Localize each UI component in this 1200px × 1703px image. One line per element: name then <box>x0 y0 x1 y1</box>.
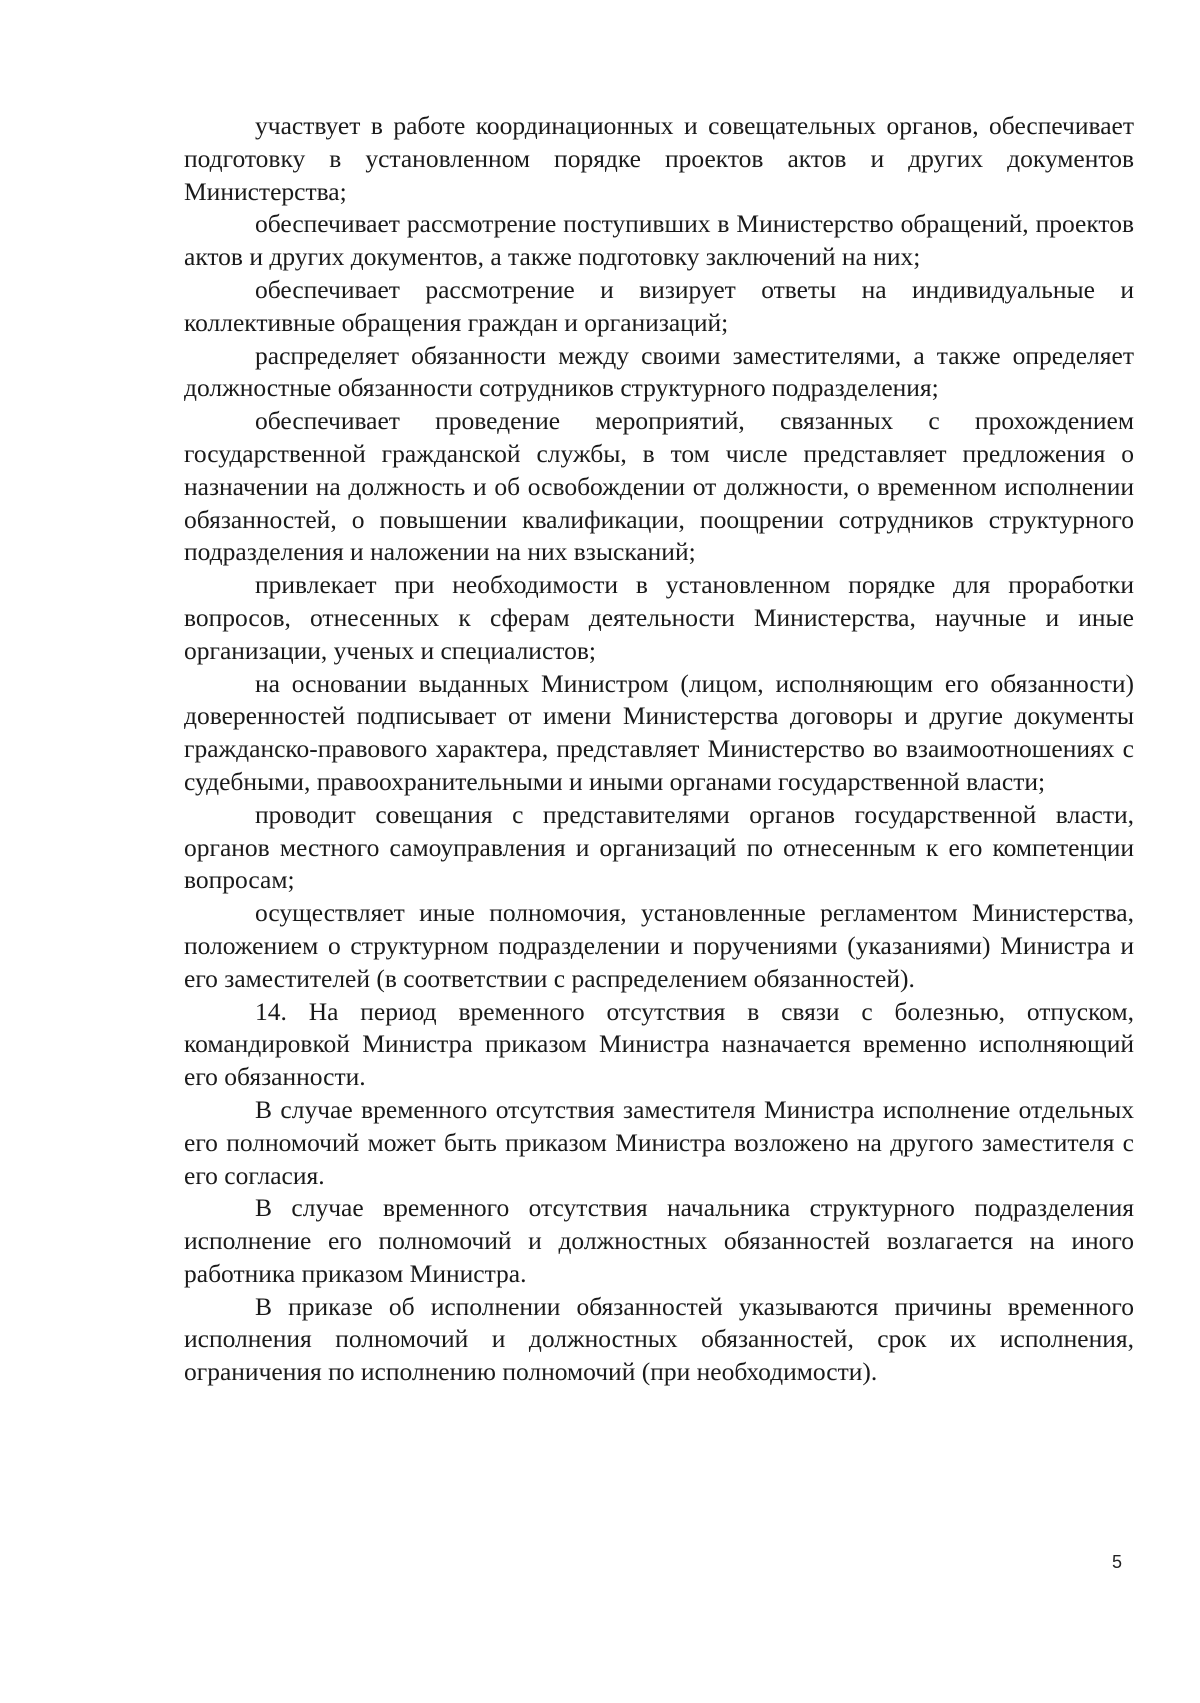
paragraph-8: проводит совещания с представителями органов государственной власти, органов местного самоуправления и организаций по отнесенным к его компетенции вопросам; <box>184 799 1134 895</box>
page-number: 5 <box>1112 1552 1123 1572</box>
paragraph-5: обеспечивает проведение мероприятий, связанных с прохождением государственной гражданской службы, в том числе представляет предложения о назначении на должность и об освобождении от должности, о временном исполнении обязанностей, о повышении квалификации, поощрении сотрудников структурного подразделения и наложении на них взысканий; <box>184 406 1134 567</box>
paragraph-12: В случае временного отсутствия начальника структурного подразделения исполнение его полномочий и должностных обязанностей возлагается на иного работника приказом Министра. <box>184 1193 1134 1288</box>
document-body <box>184 110 1134 1389</box>
paragraph-3: обеспечивает рассмотрение и визирует ответы на индивидуальные и коллективные обращения граждан и организаций; <box>184 274 1134 337</box>
paragraph-2: обеспечивает рассмотрение поступивших в Министерство обращений, проектов актов и других документов, а также подготовку заключений на них; <box>184 209 1134 272</box>
paragraph-7: на основании выданных Министром (лицом, исполняющим его обязанности) доверенностей подписывает от имени Министерства договоры и другие документы гражданско-правового характера, представляет Министерство во взаимоотношениях с судебными, правоохранительными и иными органами государственной власти; <box>184 668 1134 796</box>
paragraph-10: 14. На период временного отсутствия в связи с болезнью, отпуском, командировкой Министра приказом Министра назначается временно исполняющий его обязанности. <box>184 996 1134 1092</box>
paragraph-11: В случае временного отсутствия заместителя Министра исполнение отдельных его полномочий может быть приказом Министра возложено на другого заместителя с его согласия. <box>184 1094 1134 1190</box>
paragraph-1: участвует в работе координационных и совещательных органов, обеспечивает подготовку в установленном порядке проектов актов и других документов Министерства; <box>184 111 1134 206</box>
paragraph-6: привлекает при необходимости в установленном порядке для проработки вопросов, отнесенных к сферам деятельности Министерства, научные и иные организации, ученых и специалистов; <box>184 570 1134 665</box>
paragraph-13: В приказе об исполнении обязанностей указываются причины временного исполнения полномочий и должностных обязанностей, срок их исполнения, ограничения по исполнению полномочий (при необходимости). <box>184 1291 1134 1387</box>
paragraph-4: распределяет обязанности между своими заместителями, а также определяет должностные обязанности сотрудников структурного подразделения; <box>184 340 1134 403</box>
paragraph-9: осуществляет иные полномочия, установленные регламентом Министерства, положением о структурном подразделении и поручениями (указаниями) Министра и его заместителей (в соответствии с распределением обязанностей). <box>184 898 1134 993</box>
